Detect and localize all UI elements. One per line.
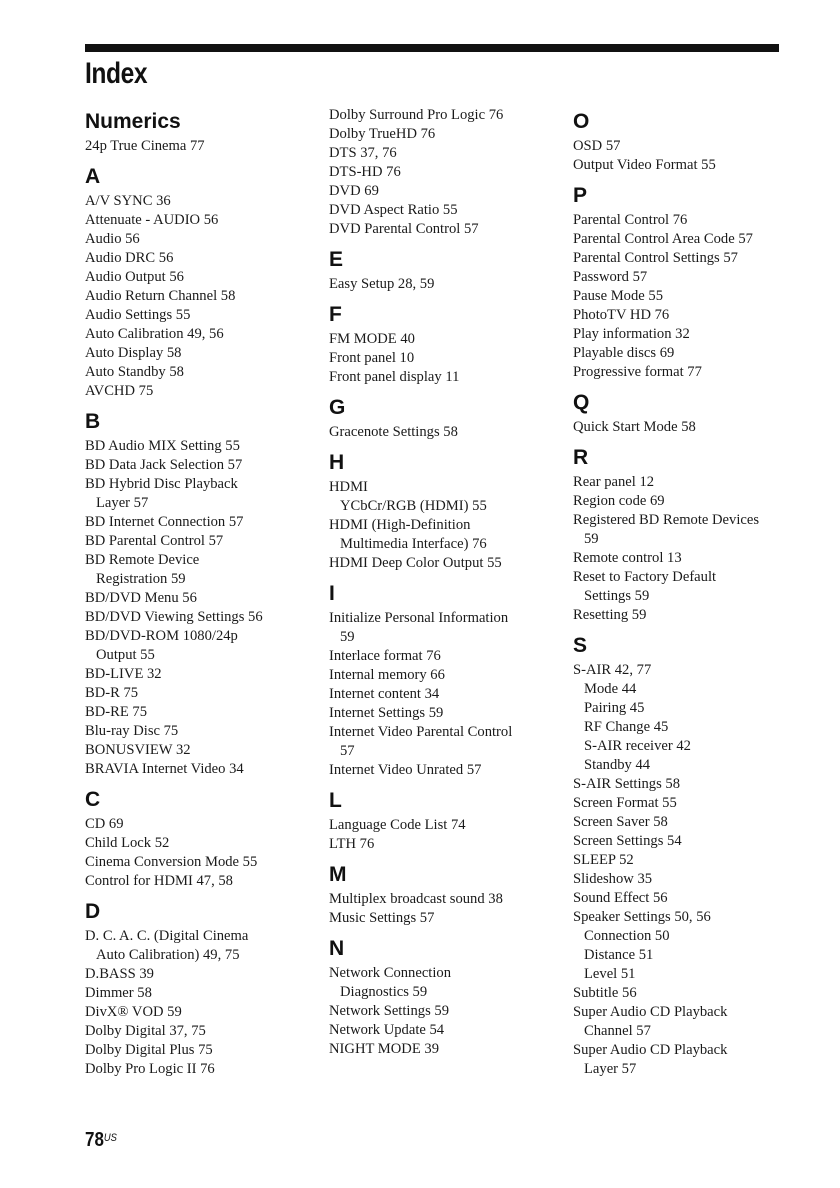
index-entry: Blu-ray Disc 75 — [85, 723, 179, 739]
index-entry: Auto Display 58 — [85, 345, 182, 361]
index-entry: S-AIR Settings 58 — [573, 776, 681, 792]
index-entry: Network Settings 59 — [329, 1003, 449, 1019]
index-entry: Child Lock 52 — [85, 835, 170, 851]
index-subentry: Registration 59 — [96, 571, 186, 587]
index-entry: Front panel 10 — [329, 350, 415, 366]
index-entry: D. C. A. C. (Digital Cinema — [85, 928, 249, 944]
index-entry: DVD 69 — [329, 183, 379, 199]
index-entry: Screen Saver 58 — [573, 814, 668, 830]
index-entry: Screen Format 55 — [573, 795, 677, 811]
index-subentry: Output 55 — [96, 647, 155, 663]
index-entry: Dolby Digital Plus 75 — [85, 1042, 213, 1058]
index-entry: Network Connection — [329, 965, 451, 981]
index-entry: OSD 57 — [573, 138, 621, 154]
index-subentry: Standby 44 — [584, 757, 651, 773]
index-entry: Dimmer 58 — [85, 985, 152, 1001]
section-heading: H — [329, 451, 345, 474]
index-subentry: 57 — [340, 743, 355, 759]
index-subentry: Distance 51 — [584, 947, 654, 963]
index-entry: Pause Mode 55 — [573, 288, 663, 304]
index-entry: Internet Video Parental Control — [329, 724, 513, 740]
index-entry: Language Code List 74 — [329, 817, 466, 833]
index-entry: BD Remote Device — [85, 552, 200, 568]
index-entry: Internet Video Unrated 57 — [329, 762, 482, 778]
index-entry: Attenuate - AUDIO 56 — [85, 212, 219, 228]
index-entry: BD Parental Control 57 — [85, 533, 224, 549]
section-heading: B — [85, 410, 101, 433]
index-entry: HDMI Deep Color Output 55 — [329, 555, 502, 571]
index-entry: LTH 76 — [329, 836, 375, 852]
index-entry: Slideshow 35 — [573, 871, 653, 887]
index-entry: BD-RE 75 — [85, 704, 148, 720]
index-entry: Auto Standby 58 — [85, 364, 184, 380]
index-entry: Multiplex broadcast sound 38 — [329, 891, 503, 907]
index-entry: Audio Output 56 — [85, 269, 184, 285]
index-entry: D.BASS 39 — [85, 966, 154, 982]
index-entry: BD/DVD Viewing Settings 56 — [85, 609, 263, 625]
index-entry: Parental Control Settings 57 — [573, 250, 738, 266]
section-heading: I — [329, 582, 335, 605]
index-entry: Control for HDMI 47, 58 — [85, 873, 233, 889]
index-entry: Easy Setup 28, 59 — [329, 276, 435, 292]
section-heading: E — [329, 248, 344, 271]
index-entry: Music Settings 57 — [329, 910, 435, 926]
section-heading: G — [329, 396, 346, 419]
index-entry: PhotoTV HD 76 — [573, 307, 670, 323]
index-entry: DTS-HD 76 — [329, 164, 401, 180]
index-entry: BD-LIVE 32 — [85, 666, 162, 682]
index-entry: Subtitle 56 — [573, 985, 637, 1001]
section-heading: R — [573, 446, 589, 469]
index-entry: DVD Aspect Ratio 55 — [329, 202, 458, 218]
index-entry: Cinema Conversion Mode 55 — [85, 854, 258, 870]
index-entry: Super Audio CD Playback — [573, 1042, 728, 1058]
index-entry: Dolby Digital 37, 75 — [85, 1023, 206, 1039]
index-column-1 — [85, 106, 325, 1079]
index-entry: BD Audio MIX Setting 55 — [85, 438, 240, 454]
index-subentry: Auto Calibration) 49, 75 — [96, 947, 240, 963]
index-subentry: Connection 50 — [584, 928, 670, 944]
index-entry: Gracenote Settings 58 — [329, 424, 458, 440]
index-subentry: Level 51 — [584, 966, 636, 982]
index-entry: BD/DVD Menu 56 — [85, 590, 197, 606]
index-subentry: S-AIR receiver 42 — [584, 738, 691, 754]
index-subentry: 59 — [340, 629, 355, 645]
index-entry: Speaker Settings 50, 56 — [573, 909, 711, 925]
section-heading: Numerics — [85, 110, 181, 133]
index-subentry: Channel 57 — [584, 1023, 651, 1039]
index-entry: Initialize Personal Information — [329, 610, 509, 626]
index-entry: Resetting 59 — [573, 607, 647, 623]
section-heading: P — [573, 184, 588, 207]
index-subentry: Settings 59 — [584, 588, 650, 604]
index-entry: HDMI (High-Definition — [329, 517, 471, 533]
index-entry: Rear panel 12 — [573, 474, 655, 490]
section-heading: O — [573, 110, 590, 133]
index-entry: Registered BD Remote Devices — [573, 512, 760, 528]
section-heading: Q — [573, 391, 590, 414]
index-entry: S-AIR 42, 77 — [573, 662, 652, 678]
index-subentry: 59 — [584, 531, 599, 547]
index-entry: DVD Parental Control 57 — [329, 221, 479, 237]
index-entry: HDMI — [329, 479, 368, 495]
index-entry: A/V SYNC 36 — [85, 193, 171, 209]
section-heading: M — [329, 863, 347, 886]
index-entry: Play information 32 — [573, 326, 690, 342]
index-entry: Password 57 — [573, 269, 648, 285]
page-number — [85, 1128, 117, 1152]
index-entry: Audio Return Channel 58 — [85, 288, 236, 304]
index-entry: FM MODE 40 — [329, 331, 415, 347]
index-subentry: Pairing 45 — [584, 700, 645, 716]
index-entry: Sound Effect 56 — [573, 890, 668, 906]
section-heading: A — [85, 165, 101, 188]
index-column-3 — [573, 106, 813, 1079]
index-entry: Front panel display 11 — [329, 369, 460, 385]
section-heading: N — [329, 937, 345, 960]
index-entry: Remote control 13 — [573, 550, 682, 566]
section-heading: S — [573, 634, 588, 657]
index-entry: DivX® VOD 59 — [85, 1004, 182, 1020]
page-number-suffix: US — [103, 1132, 117, 1144]
index-entry: AVCHD 75 — [85, 383, 154, 399]
index-entry: Progressive format 77 — [573, 364, 702, 380]
index-entry: Screen Settings 54 — [573, 833, 682, 849]
index-entry: Internet content 34 — [329, 686, 440, 702]
index-entry: NIGHT MODE 39 — [329, 1041, 439, 1057]
index-entry: Network Update 54 — [329, 1022, 445, 1038]
index-subentry: Layer 57 — [584, 1061, 637, 1077]
index-entry: CD 69 — [85, 816, 124, 832]
page-title: Index — [85, 57, 148, 90]
index-subentry: YCbCr/RGB (HDMI) 55 — [340, 498, 487, 514]
index-subentry: Multimedia Interface) 76 — [340, 536, 487, 552]
index-entry: BRAVIA Internet Video 34 — [85, 761, 244, 777]
index-subentry: Mode 44 — [584, 681, 637, 697]
index-entry: BD Data Jack Selection 57 — [85, 457, 243, 473]
index-entry: Playable discs 69 — [573, 345, 675, 361]
section-heading: C — [85, 788, 101, 811]
index-entry: Dolby TrueHD 76 — [329, 126, 436, 142]
index-entry: BD Internet Connection 57 — [85, 514, 244, 530]
index-entry: Auto Calibration 49, 56 — [85, 326, 224, 342]
index-entry: Dolby Surround Pro Logic 76 — [329, 107, 504, 123]
index-entry: Internet Settings 59 — [329, 705, 444, 721]
index-entry: Parental Control 76 — [573, 212, 688, 228]
index-entry: BD/DVD-ROM 1080/24p — [85, 628, 238, 644]
index-entry: Audio DRC 56 — [85, 250, 174, 266]
index-entry: BD Hybrid Disc Playback — [85, 476, 238, 492]
index-entry: Interlace format 76 — [329, 648, 441, 664]
index-subentry: RF Change 45 — [584, 719, 669, 735]
index-entry: Audio 56 — [85, 231, 140, 247]
index-entry: 24p True Cinema 77 — [85, 138, 205, 154]
index-entry: Audio Settings 55 — [85, 307, 191, 323]
index-column-2 — [329, 106, 569, 1059]
index-entry: Region code 69 — [573, 493, 665, 509]
index-entry: Quick Start Mode 58 — [573, 419, 696, 435]
index-entry: Super Audio CD Playback — [573, 1004, 728, 1020]
index-entry: SLEEP 52 — [573, 852, 634, 868]
index-entry: Internal memory 66 — [329, 667, 445, 683]
index-entry: Dolby Pro Logic II 76 — [85, 1061, 215, 1077]
section-heading: L — [329, 789, 342, 812]
index-entry: DTS 37, 76 — [329, 145, 397, 161]
index-entry: Reset to Factory Default — [573, 569, 717, 585]
index-entry: Output Video Format 55 — [573, 157, 716, 173]
index-entry: Parental Control Area Code 57 — [573, 231, 753, 247]
page-number-value: 78 — [85, 1129, 104, 1151]
index-entry: BD-R 75 — [85, 685, 139, 701]
index-subentry: Layer 57 — [96, 495, 149, 511]
section-heading: F — [329, 303, 342, 326]
section-heading: D — [85, 900, 101, 923]
index-subentry: Diagnostics 59 — [340, 984, 428, 1000]
title-rule — [85, 44, 779, 52]
index-entry: BONUSVIEW 32 — [85, 742, 191, 758]
